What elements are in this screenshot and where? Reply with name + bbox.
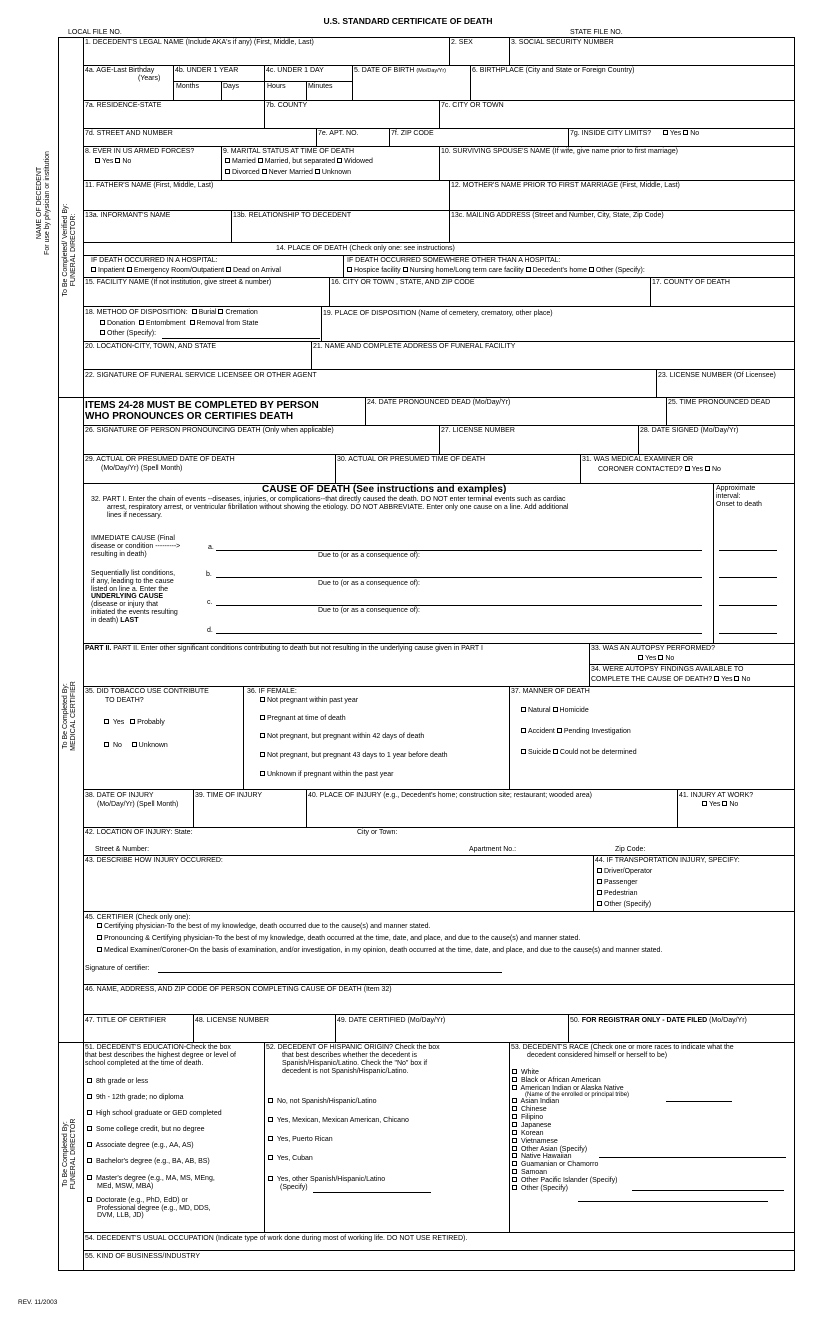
field-10-label: 10. SURVIVING SPOUSE'S NAME (If wife, give name prior to first marriage) xyxy=(441,148,678,155)
edu-master-checkbox[interactable] xyxy=(87,1175,92,1180)
field-5-label: 5. DATE OF BIRTH (Mo/Day/Yr) xyxy=(354,67,447,74)
widowed-checkbox[interactable] xyxy=(337,158,342,163)
field-7e-label: 7e. APT. NO. xyxy=(318,130,359,137)
race-option: (Name of the enrolled or principal tribe) xyxy=(525,1091,630,1098)
race-option: Black or African American xyxy=(512,1077,629,1085)
field-11-label: 11. FATHER'S NAME (First, Middle, Last) xyxy=(85,182,214,189)
cause-line-a[interactable] xyxy=(216,550,702,551)
field-20-label: 20. LOCATION-CITY, TOWN, AND STATE xyxy=(85,343,217,350)
field-41-label: 41. INJURY AT WORK? xyxy=(679,792,754,799)
state-file-label: STATE FILE NO. xyxy=(570,29,623,36)
hispanic-no-checkbox[interactable] xyxy=(268,1098,273,1103)
field-22-label: 22. SIGNATURE OF FUNERAL SERVICE LICENSEE OR OTHER AGENT xyxy=(85,372,317,379)
field-7g-label: 7g. INSIDE CITY LIMITS? Yes No xyxy=(570,130,700,137)
items-24-28-heading-2: WHO PRONOUNCES OR CERTIFIES DEATH xyxy=(85,411,294,422)
pronouncing-physician-checkbox[interactable] xyxy=(97,935,102,940)
edu-8th-checkbox[interactable] xyxy=(87,1078,92,1083)
other-transport-checkbox[interactable] xyxy=(597,901,602,906)
pregnant-43-days-checkbox[interactable] xyxy=(260,752,265,757)
field-52-label: 52. DECEDENT OF HISPANIC ORIGIN? Check the box that best describes whether the decedent is Spanish/Hispanic/Latino. Check the "No" box if decedent is not Spanish/Hispanic/Latino. xyxy=(266,1044,440,1076)
edu-college-checkbox[interactable] xyxy=(87,1126,92,1131)
autopsy-yes-checkbox[interactable] xyxy=(638,655,643,660)
hispanic-cuban-checkbox[interactable] xyxy=(268,1155,273,1160)
field-3-label: 3. SOCIAL SECURITY NUMBER xyxy=(511,39,614,46)
race-checkbox[interactable] xyxy=(512,1069,517,1074)
edu-doctorate-checkbox[interactable] xyxy=(87,1197,92,1202)
work-yes-checkbox[interactable] xyxy=(702,801,707,806)
field-43-label: 43. DESCRIBE HOW INJURY OCCURRED: xyxy=(85,857,223,864)
outer-right-border xyxy=(794,37,795,1270)
accident-checkbox[interactable] xyxy=(521,728,526,733)
field-30-label: 30. ACTUAL OR PRESUMED TIME OF DEATH xyxy=(337,456,486,463)
race-option: Asian Indian xyxy=(512,1098,629,1106)
race-checkbox[interactable] xyxy=(512,1122,517,1127)
race-checkbox[interactable] xyxy=(512,1138,517,1143)
race-checkbox[interactable] xyxy=(512,1114,517,1119)
field-19-label: 19. PLACE OF DISPOSITION (Name of cemetery, crematory, other place) xyxy=(323,310,553,317)
race-checkbox[interactable] xyxy=(512,1169,517,1174)
hispanic-mexican-checkbox[interactable] xyxy=(268,1117,273,1122)
sequential-conditions-label: Sequentially list conditions, if any, leading to the cause listed on line a. Enter the UNDERLYING CAUSE (disease or injury that initiated the events resulting in death) LAST xyxy=(91,570,178,624)
pedestrian-checkbox[interactable] xyxy=(597,890,602,895)
hospice-checkbox[interactable] xyxy=(347,267,352,272)
pregnant-42-days-checkbox[interactable] xyxy=(260,733,265,738)
field-15-label: 15. FACILITY NAME (If not institution, give street & number) xyxy=(85,279,272,286)
race-checkbox[interactable] xyxy=(512,1077,517,1082)
never-married-checkbox[interactable] xyxy=(262,169,267,174)
field-27-label: 27. LICENSE NUMBER xyxy=(441,427,515,434)
hispanic-specify-line[interactable] xyxy=(313,1192,431,1193)
field-35-label: 35. DID TOBACCO USE CONTRIBUTE xyxy=(85,688,209,695)
field-7f-label: 7f. ZIP CODE xyxy=(391,130,434,137)
interval-line-d[interactable] xyxy=(719,633,777,634)
field-8-label: 8. EVER IN US ARMED FORCES? xyxy=(85,148,195,155)
certificate-title: U.S. STANDARD CERTIFICATE OF DEATH xyxy=(323,16,493,26)
doa-checkbox[interactable] xyxy=(226,267,231,272)
part-2-label: PART II. PART II. Enter other significant conditions contributing to death but not resulting in the underlying cause given in PART I xyxy=(85,645,483,652)
race-checkbox[interactable] xyxy=(512,1106,517,1111)
field-13b-label: 13b. RELATIONSHIP TO DECEDENT xyxy=(233,212,352,219)
field-51-label: 51. DECEDENT'S EDUCATION-Check the box that best describes the highest degree or level of school completed at the time of death. xyxy=(85,1044,236,1068)
race-option: Japanese xyxy=(512,1122,629,1130)
cause-line-c[interactable] xyxy=(216,605,702,606)
field-23-label: 23. LICENSE NUMBER (Of Licensee) xyxy=(658,372,776,379)
armed-no-checkbox[interactable] xyxy=(115,158,120,163)
field-7b-label: 7b. COUNTY xyxy=(266,102,308,109)
me-no-checkbox[interactable] xyxy=(705,466,710,471)
suicide-checkbox[interactable] xyxy=(521,749,526,754)
pregnancy-unknown-checkbox[interactable] xyxy=(260,771,265,776)
race-option: Vietnamese xyxy=(512,1138,629,1146)
top-border xyxy=(58,37,795,38)
field-48-label: 48. LICENSE NUMBER xyxy=(195,1017,269,1024)
field-49-label: 49. DATE CERTIFIED (Mo/Day/Yr) xyxy=(337,1017,446,1024)
field-45-label: 45. CERTIFIER (Check only one): xyxy=(85,914,191,921)
field-28-label: 28. DATE SIGNED (Mo/Day/Yr) xyxy=(640,427,739,434)
autopsy-no-checkbox[interactable] xyxy=(658,655,663,660)
field-29-label: 29. ACTUAL OR PRESUMED DATE OF DEATH xyxy=(85,456,235,463)
field-36-label: 36. IF FEMALE: xyxy=(247,688,297,695)
signature-certifier-label: Signature of certifier: xyxy=(85,965,150,972)
pregnant-checkbox[interactable] xyxy=(260,715,265,720)
field-55-label: 55. KIND OF BUSINESS/INDUSTRY xyxy=(85,1253,201,1260)
items-24-28-heading-1: ITEMS 24-28 MUST BE COMPLETED BY PERSON xyxy=(85,400,319,411)
field-17-label: 17. COUNTY OF DEATH xyxy=(652,279,730,286)
unknown-checkbox[interactable] xyxy=(315,169,320,174)
me-yes-checkbox[interactable] xyxy=(685,466,690,471)
field-6-label: 6. BIRTHPLACE (City and State or Foreign Country) xyxy=(472,67,635,74)
cause-line-b[interactable] xyxy=(216,577,702,578)
burial-checkbox[interactable] xyxy=(192,309,197,314)
field-7a-label: 7a. RESIDENCE-STATE xyxy=(85,102,162,109)
other-asian-specify-line[interactable] xyxy=(599,1157,786,1158)
field-12-label: 12. MOTHER'S NAME PRIOR TO FIRST MARRIAGE (First, Middle, Last) xyxy=(451,182,680,189)
pacific-specify-line[interactable] xyxy=(632,1190,784,1191)
field-44-label: 44. IF TRANSPORTATION INJURY, SPECIFY: xyxy=(595,857,740,864)
race-checkbox[interactable] xyxy=(512,1177,517,1182)
field-38-label: 38. DATE OF INJURY xyxy=(85,792,154,799)
other-place-checkbox[interactable] xyxy=(589,267,594,272)
undetermined-checkbox[interactable] xyxy=(553,749,558,754)
race-checkbox[interactable] xyxy=(512,1146,517,1151)
homicide-checkbox[interactable] xyxy=(553,707,558,712)
other-disposition-checkbox[interactable] xyxy=(100,330,105,335)
field-4b-label: 4b. UNDER 1 YEAR xyxy=(175,67,239,74)
field-34-label: 34. WERE AUTOPSY FINDINGS AVAILABLE TO xyxy=(591,666,744,673)
field-39-label: 39. TIME OF INJURY xyxy=(195,792,263,799)
field-47-label: 47. TITLE OF CERTIFIER xyxy=(85,1017,167,1024)
revision-label: REV. 11/2003 xyxy=(18,1299,58,1306)
race-option: Other Pacific Islander (Specify) xyxy=(512,1177,629,1185)
field-31-label: 31. WAS MEDICAL EXAMINER OR xyxy=(582,456,694,463)
interval-line-b[interactable] xyxy=(719,577,777,578)
field-24-label: 24. DATE PRONOUNCED DEAD (Mo/Day/Yr) xyxy=(367,399,511,406)
field-53-label: 53. DECEDENT'S RACE (Check one or more races to indicate what the decedent considered himself or herself to be) xyxy=(511,1044,734,1060)
race-checkbox[interactable] xyxy=(512,1153,517,1158)
race-option: Other Asian (Specify) xyxy=(512,1146,629,1154)
field-9-label: 9. MARITAL STATUS AT TIME OF DEATH xyxy=(223,148,355,155)
er-checkbox[interactable] xyxy=(127,267,132,272)
cause-of-death-title: CAUSE OF DEATH (See instructions and examples) xyxy=(262,484,507,495)
race-option: Native Hawaiian xyxy=(512,1153,629,1161)
field-46-label: 46. NAME, ADDRESS, AND ZIP CODE OF PERSON COMPLETING CAUSE OF DEATH (Item 32) xyxy=(85,986,392,993)
race-option: Chinese xyxy=(512,1106,629,1114)
outer-left-border xyxy=(58,37,59,1270)
hispanic-other-checkbox[interactable] xyxy=(268,1176,273,1181)
race-option: Guamanian or Chamorro xyxy=(512,1161,629,1169)
part-1-instructions: 32. PART I. Enter the chain of events --diseases, injuries, or complications--that directly caused the death. DO NOT enter terminal events such as cardiac arrest, respiratory arrest, or ventricular fibrillation without showing the etiology. DO NOT ABBREVIATE. Enter only one cause on a line. Add additional lines if necessary. xyxy=(91,496,569,519)
certifier-signature-line[interactable] xyxy=(158,972,502,973)
pending-checkbox[interactable] xyxy=(557,728,562,733)
field-7d-label: 7d. STREET AND NUMBER xyxy=(85,130,173,137)
tobacco-probably-checkbox[interactable] xyxy=(130,719,135,724)
field-54-label: 54. DECEDENT'S USUAL OCCUPATION (Indicate type of work done during most of working life. DO NOT USE RETIRED). xyxy=(85,1235,468,1242)
nursing-home-checkbox[interactable] xyxy=(403,267,408,272)
field-42-label: 42. LOCATION OF INJURY: State: xyxy=(85,829,193,836)
interval-line-c[interactable] xyxy=(719,605,777,606)
driver-checkbox[interactable] xyxy=(597,868,602,873)
entombment-checkbox[interactable] xyxy=(139,320,144,325)
work-no-checkbox[interactable] xyxy=(722,801,727,806)
edu-9-12-checkbox[interactable] xyxy=(87,1094,92,1099)
donation-checkbox[interactable] xyxy=(100,320,105,325)
inpatient-checkbox[interactable] xyxy=(91,267,96,272)
side-label-funeral-director-1: To Be Completed/ Verified By: FUNERAL DIRECTOR: xyxy=(62,203,78,297)
field-13a-label: 13a. INFORMANT'S NAME xyxy=(85,212,171,219)
local-file-label: LOCAL FILE NO. xyxy=(68,29,122,36)
side-label-name: NAME OF DECEDENT For use by physician or institution xyxy=(36,151,52,255)
race-option: White xyxy=(512,1069,629,1077)
race-checkbox[interactable] xyxy=(512,1185,517,1190)
field-25-label: 25. TIME PRONOUNCED DEAD xyxy=(668,399,771,406)
field-33-label: 33. WAS AN AUTOPSY PERFORMED? xyxy=(591,645,715,652)
cremation-checkbox[interactable] xyxy=(218,309,223,314)
findings-no-checkbox[interactable] xyxy=(734,676,739,681)
side-label-funeral-director-2: To Be Completed By: FUNERAL DIRECTOR xyxy=(62,1118,78,1190)
other-race-specify-line[interactable] xyxy=(578,1201,768,1202)
approx-interval-label: Approximate interval: Onset to death xyxy=(716,485,762,509)
married-checkbox[interactable] xyxy=(225,158,230,163)
field-7c-label: 7c. CITY OR TOWN xyxy=(441,102,504,109)
field-4c-label: 4c. UNDER 1 DAY xyxy=(266,67,324,74)
field-40-label: 40. PLACE OF INJURY (e.g., Decedent's home; construction site; restaurant; wooded area) xyxy=(308,792,592,799)
race-checkbox[interactable] xyxy=(512,1130,517,1135)
tobacco-no-checkbox[interactable] xyxy=(104,742,109,747)
race-option: Korean xyxy=(512,1130,629,1138)
tobacco-unknown-checkbox[interactable] xyxy=(132,742,137,747)
side-label-medical-certifier: To Be Completed By: MEDICAL CERTIFIER xyxy=(62,681,78,751)
race-options-list xyxy=(512,1069,629,1193)
field-50-label: 50. FOR REGISTRAR ONLY - DATE FILED (Mo/Day/Yr) xyxy=(570,1017,747,1024)
medical-examiner-checkbox[interactable] xyxy=(97,947,102,952)
race-option: Filipino xyxy=(512,1114,629,1122)
edu-hs-checkbox[interactable] xyxy=(87,1110,92,1115)
field-26-label: 26. SIGNATURE OF PERSON PRONOUNCING DEATH (Only when applicable) xyxy=(85,427,334,434)
removal-checkbox[interactable] xyxy=(190,320,195,325)
race-checkbox[interactable] xyxy=(512,1098,517,1103)
yes-checkbox[interactable] xyxy=(663,130,668,135)
natural-checkbox[interactable] xyxy=(521,707,526,712)
cause-line-d[interactable] xyxy=(216,633,702,634)
interval-line-a[interactable] xyxy=(719,550,777,551)
inner-left-border xyxy=(83,37,84,1270)
race-option: Samoan xyxy=(512,1169,629,1177)
field-2-label: 2. SEX xyxy=(451,39,473,46)
field-13c-label: 13c. MAILING ADDRESS (Street and Number, City, State, Zip Code) xyxy=(451,212,664,219)
divorced-checkbox[interactable] xyxy=(225,169,230,174)
findings-yes-checkbox[interactable] xyxy=(714,676,719,681)
edu-associate-checkbox[interactable] xyxy=(87,1142,92,1147)
race-option: Other (Specify) xyxy=(512,1185,629,1193)
bottom-border xyxy=(58,1270,795,1271)
field-37-label: 37. MANNER OF DEATH xyxy=(511,688,590,695)
certifying-physician-checkbox[interactable] xyxy=(97,923,102,928)
edu-bachelor-checkbox[interactable] xyxy=(87,1158,92,1163)
home-checkbox[interactable] xyxy=(526,267,531,272)
field-4a-label: 4a. AGE-Last Birthday xyxy=(85,67,155,74)
field-21-label: 21. NAME AND COMPLETE ADDRESS OF FUNERAL FACILITY xyxy=(313,343,516,350)
no-checkbox[interactable] xyxy=(683,130,688,135)
field-18-label: 18. METHOD OF DISPOSITION: Burial Cremation xyxy=(85,309,258,316)
field-14-label: 14. PLACE OF DEATH (Check only one: see instructions) xyxy=(276,245,455,252)
not-pregnant-checkbox[interactable] xyxy=(260,697,265,702)
tobacco-yes-checkbox[interactable] xyxy=(104,719,109,724)
hispanic-pr-checkbox[interactable] xyxy=(268,1136,273,1141)
passenger-checkbox[interactable] xyxy=(597,879,602,884)
race-checkbox[interactable] xyxy=(512,1161,517,1166)
race-checkbox[interactable] xyxy=(512,1085,517,1090)
immediate-cause-label: IMMEDIATE CAUSE (Final disease or condition ---------> resulting in death) xyxy=(91,535,181,558)
armed-yes-checkbox[interactable] xyxy=(95,158,100,163)
field-16-label: 16. CITY OR TOWN , STATE, AND ZIP CODE xyxy=(331,279,475,286)
race-option: American Indian or Alaska Native xyxy=(512,1085,629,1093)
separated-checkbox[interactable] xyxy=(258,158,263,163)
field-1-label: 1. DECEDENT'S LEGAL NAME (Include AKA's if any) (First, Middle, Last) xyxy=(85,39,314,46)
